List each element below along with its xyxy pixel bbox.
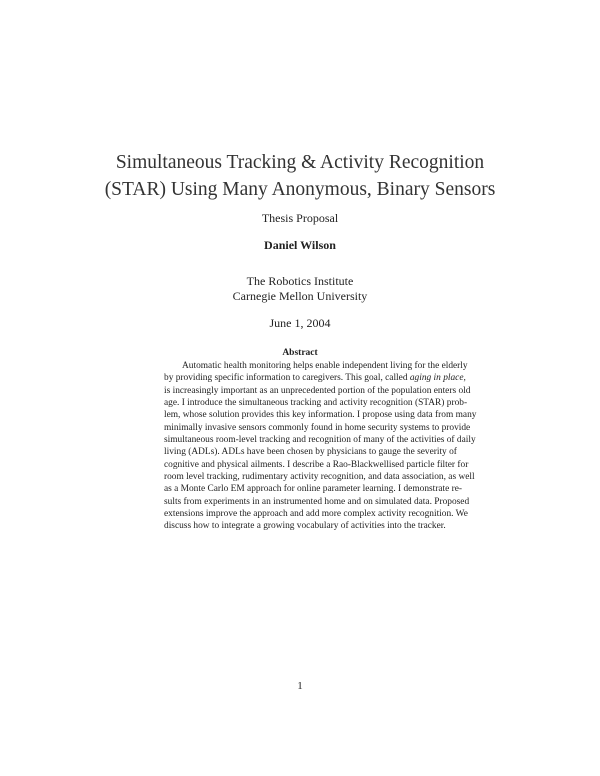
abstract-line: [164, 483, 463, 495]
abstract-body: [164, 360, 477, 533]
subtitle: Thesis Proposal: [261, 211, 339, 225]
abstract-text: by providing specific information to caregivers. This goal, called: [164, 373, 410, 384]
abstract-line: [164, 520, 446, 532]
abstract-line: [164, 397, 468, 409]
institution-line: Carnegie Mellon University: [232, 289, 368, 303]
abstract-text: age. I introduce the simultaneous tracking and activity recognition (STAR) prob-: [164, 398, 468, 409]
title-line: Simultaneous Tracking & Activity Recognition: [115, 152, 485, 173]
page-number: 1: [297, 680, 303, 692]
abstract-line: [164, 434, 476, 446]
institution-line: The Robotics Institute: [246, 274, 354, 288]
abstract-line: [164, 471, 475, 483]
abstract-text: room level tracking, rudimentary activity recognition, and data association, as well: [164, 472, 475, 483]
abstract-line: [164, 508, 468, 520]
abstract-line: [164, 446, 457, 458]
abstract-line: [164, 409, 477, 421]
abstract-line: [164, 360, 468, 372]
abstract-text: Automatic health monitoring helps enable independent living for the elderly: [182, 361, 468, 371]
abstract-text: simultaneous room-level tracking and recognition of many of the activities of daily: [164, 435, 476, 446]
abstract-text: discuss how to integrate a growing vocabulary of activities into the tracker.: [164, 521, 446, 532]
abstract-line: [164, 385, 471, 397]
abstract-emphasis: aging in place: [409, 373, 464, 384]
abstract-text: lem, whose solution provides this key information. I propose using data from many: [164, 410, 477, 421]
abstract-line: [164, 496, 470, 508]
abstract-line: [164, 422, 471, 434]
author: Daniel Wilson: [264, 238, 336, 252]
institution: [0, 274, 600, 304]
abstract-text: sults from experiments in an instrumented home and on simulated data. Proposed: [164, 496, 470, 507]
abstract-heading: Abstract: [282, 348, 318, 358]
title-line: (STAR) Using Many Anonymous, Binary Sensors: [104, 179, 496, 200]
abstract-text: cognitive and physical ailments. I describe a Rao-Blackwellised particle filter for: [164, 459, 469, 470]
abstract-line: [164, 372, 466, 384]
abstract-text: extensions improve the approach and add more complex activity recognition. We: [164, 509, 468, 520]
abstract-text: ,: [463, 373, 466, 384]
date: June 1, 2004: [269, 316, 331, 330]
abstract-line: [164, 459, 469, 471]
abstract-text: as a Monte Carlo EM approach for online parameter learning. I demonstrate re-: [164, 484, 463, 495]
paper-title: [0, 149, 600, 203]
abstract-text: minimally invasive sensors commonly found in home security systems to provide: [164, 422, 471, 433]
abstract-text: is increasingly important as an unprecedented portion of the population enters old: [164, 385, 471, 396]
abstract-text: living (ADLs). ADLs have been chosen by physicians to gauge the severity of: [164, 447, 457, 458]
